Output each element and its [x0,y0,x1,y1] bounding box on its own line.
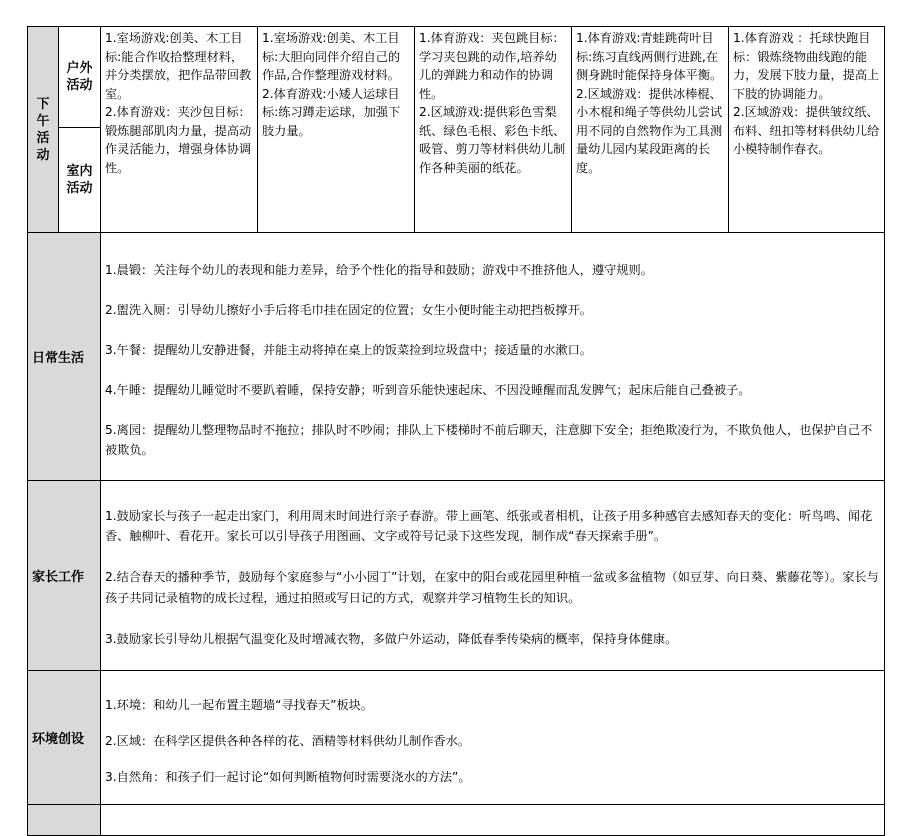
parent-label: 家长工作 [32,569,85,585]
afternoon-day-3 [415,27,572,233]
daily-line: 1.晨锻：关注每个幼儿的表现和能力差异，给予个性化的指导和鼓励；游戏中不推挤他人，遵守规则。 [105,263,653,277]
afternoon-day-4-text: 1.体育游戏:青蛙跳荷叶目标:练习直线两侧行进跳,在侧身跳时能保持身体平衡。 2.区域游戏：提供冰棒棍、小木棍和绳子等供幼儿尝试用不同的自然物作为工具测量幼儿园内某段距离的长度。 [576,31,723,175]
next-row [28,804,885,835]
weekly-plan-table [27,26,885,836]
parent-header [28,481,101,671]
environment-label: 环境创设 [32,731,85,747]
daily-header [28,233,101,481]
afternoon-day-5-text: 1.体育游戏 ：托球快跑目标：锻炼绕物曲线跑的能力，发展下肢力量，提高上下肢的协调能力。 2.区域游戏：提供皱纹纸、布料、纽扣等材料供幼儿给小模特制作春衣。 [733,31,880,156]
environment-line: 1.环境：和幼儿一起布置主题墙“寻找春天”板块。 [105,697,374,712]
parent-content [101,481,885,671]
afternoon-day-4 [572,27,729,233]
daily-line: 4.午睡：提醒幼儿睡觉时不要趴着睡，保持安静；听到音乐能快速起床、不因没睡醒而乱发脾气；起床后能自己叠被子。 [105,383,751,397]
next-row-content [101,804,885,835]
parent-text [101,481,884,670]
afternoon-day-5 [729,27,885,233]
daily-line: 2.盥洗入厕：引导幼儿擦好小手后将毛巾挂在固定的位置；女生小便时能主动把挡板撑开。 [105,303,592,317]
environment-line: 2.区域：在科学区提供各种各样的花、酒精等材料供幼儿制作香水。 [105,733,471,748]
parent-row [28,481,885,671]
afternoon-day-1-text: 1.室场游戏:创美、木工目标:能合作收拾整理材料，并分类摆放，把作品带回教室。 2.体育游戏：夹沙包目标：锻炼腿部肌肉力量，提高动作灵活能力，增强身体协调性。 [105,31,252,175]
afternoon-day-2-text: 1.室场游戏:创美、木工目标:大胆向同伴介绍自己的作品,合作整理游戏材料。 2.体育游戏:小矮人运球目标:练习蹲走运球，加强下肢力量。 [262,31,401,138]
daily-line: 3.午餐：提醒幼儿安静进餐，并能主动将掉在桌上的饭菜捡到垃圾盘中；接适量的水漱口。 [105,343,592,357]
parent-line: 2.结合春天的播种季节，鼓励每个家庭参与“小小园丁”计划，在家中的阳台或花园里种植一盆或多盆植物（如豆芽、向日葵、紫藤花等）。家长与孩子共同记录植物的成长过程，通过拍照或写日记的方式，观察并学习植物生长的知识。 [105,570,879,605]
afternoon-label: 下午活动 [36,96,50,163]
daily-line: 5.离园：提醒幼儿整理物品时不拖拉；排队时不吵闹；排队上下楼梯时不前后聊天，注意脚下安全；拒绝欺凌行为，不欺负他人，也保护自己不被欺负。 [105,423,873,457]
parent-line: 1.鼓励家长与孩子一起走出家门，利用周末时间进行亲子春游。带上画笔、纸张或者相机，让孩子用多种感官去感知春天的变化：听鸟鸣、闻花香、触柳叶、看花开。家长可以引导孩子用图画、文字或符号记录下这些发现，制作成“春天探索手册”。 [105,508,873,543]
outdoor-subheader [59,27,101,128]
afternoon-outdoor-row [28,27,885,128]
daily-label: 日常生活 [32,351,85,366]
environment-text [101,671,884,804]
daily-text [101,233,884,480]
next-row-header [28,804,101,835]
outdoor-label: 户外活动 [66,61,93,93]
afternoon-day-3-text: 1.体育游戏：夹包跳目标：学习夹包跳的动作,培养幼儿的弹跳力和动作的协调性。 2.区域游戏:提供彩色雪梨纸、绿色毛根、彩色卡纸、吸管、剪刀等材料供幼儿制作各种美丽的纸花。 [419,31,566,175]
afternoon-header [28,27,59,233]
indoor-label: 室内活动 [66,164,93,196]
indoor-subheader [59,128,101,233]
parent-line: 3.鼓励家长引导幼儿根据气温变化及时增减衣物，多做户外运动，降低春季传染病的概率，保持身体健康。 [105,631,678,646]
environment-header [28,670,101,804]
environment-content [101,670,885,804]
environment-row [28,670,885,804]
environment-line: 3.自然角：和孩子们一起讨论“如何判断植物何时需要浇水的方法”。 [105,769,471,784]
afternoon-day-1 [101,27,258,233]
daily-content [101,233,885,481]
daily-row [28,233,885,481]
afternoon-day-2 [258,27,415,233]
